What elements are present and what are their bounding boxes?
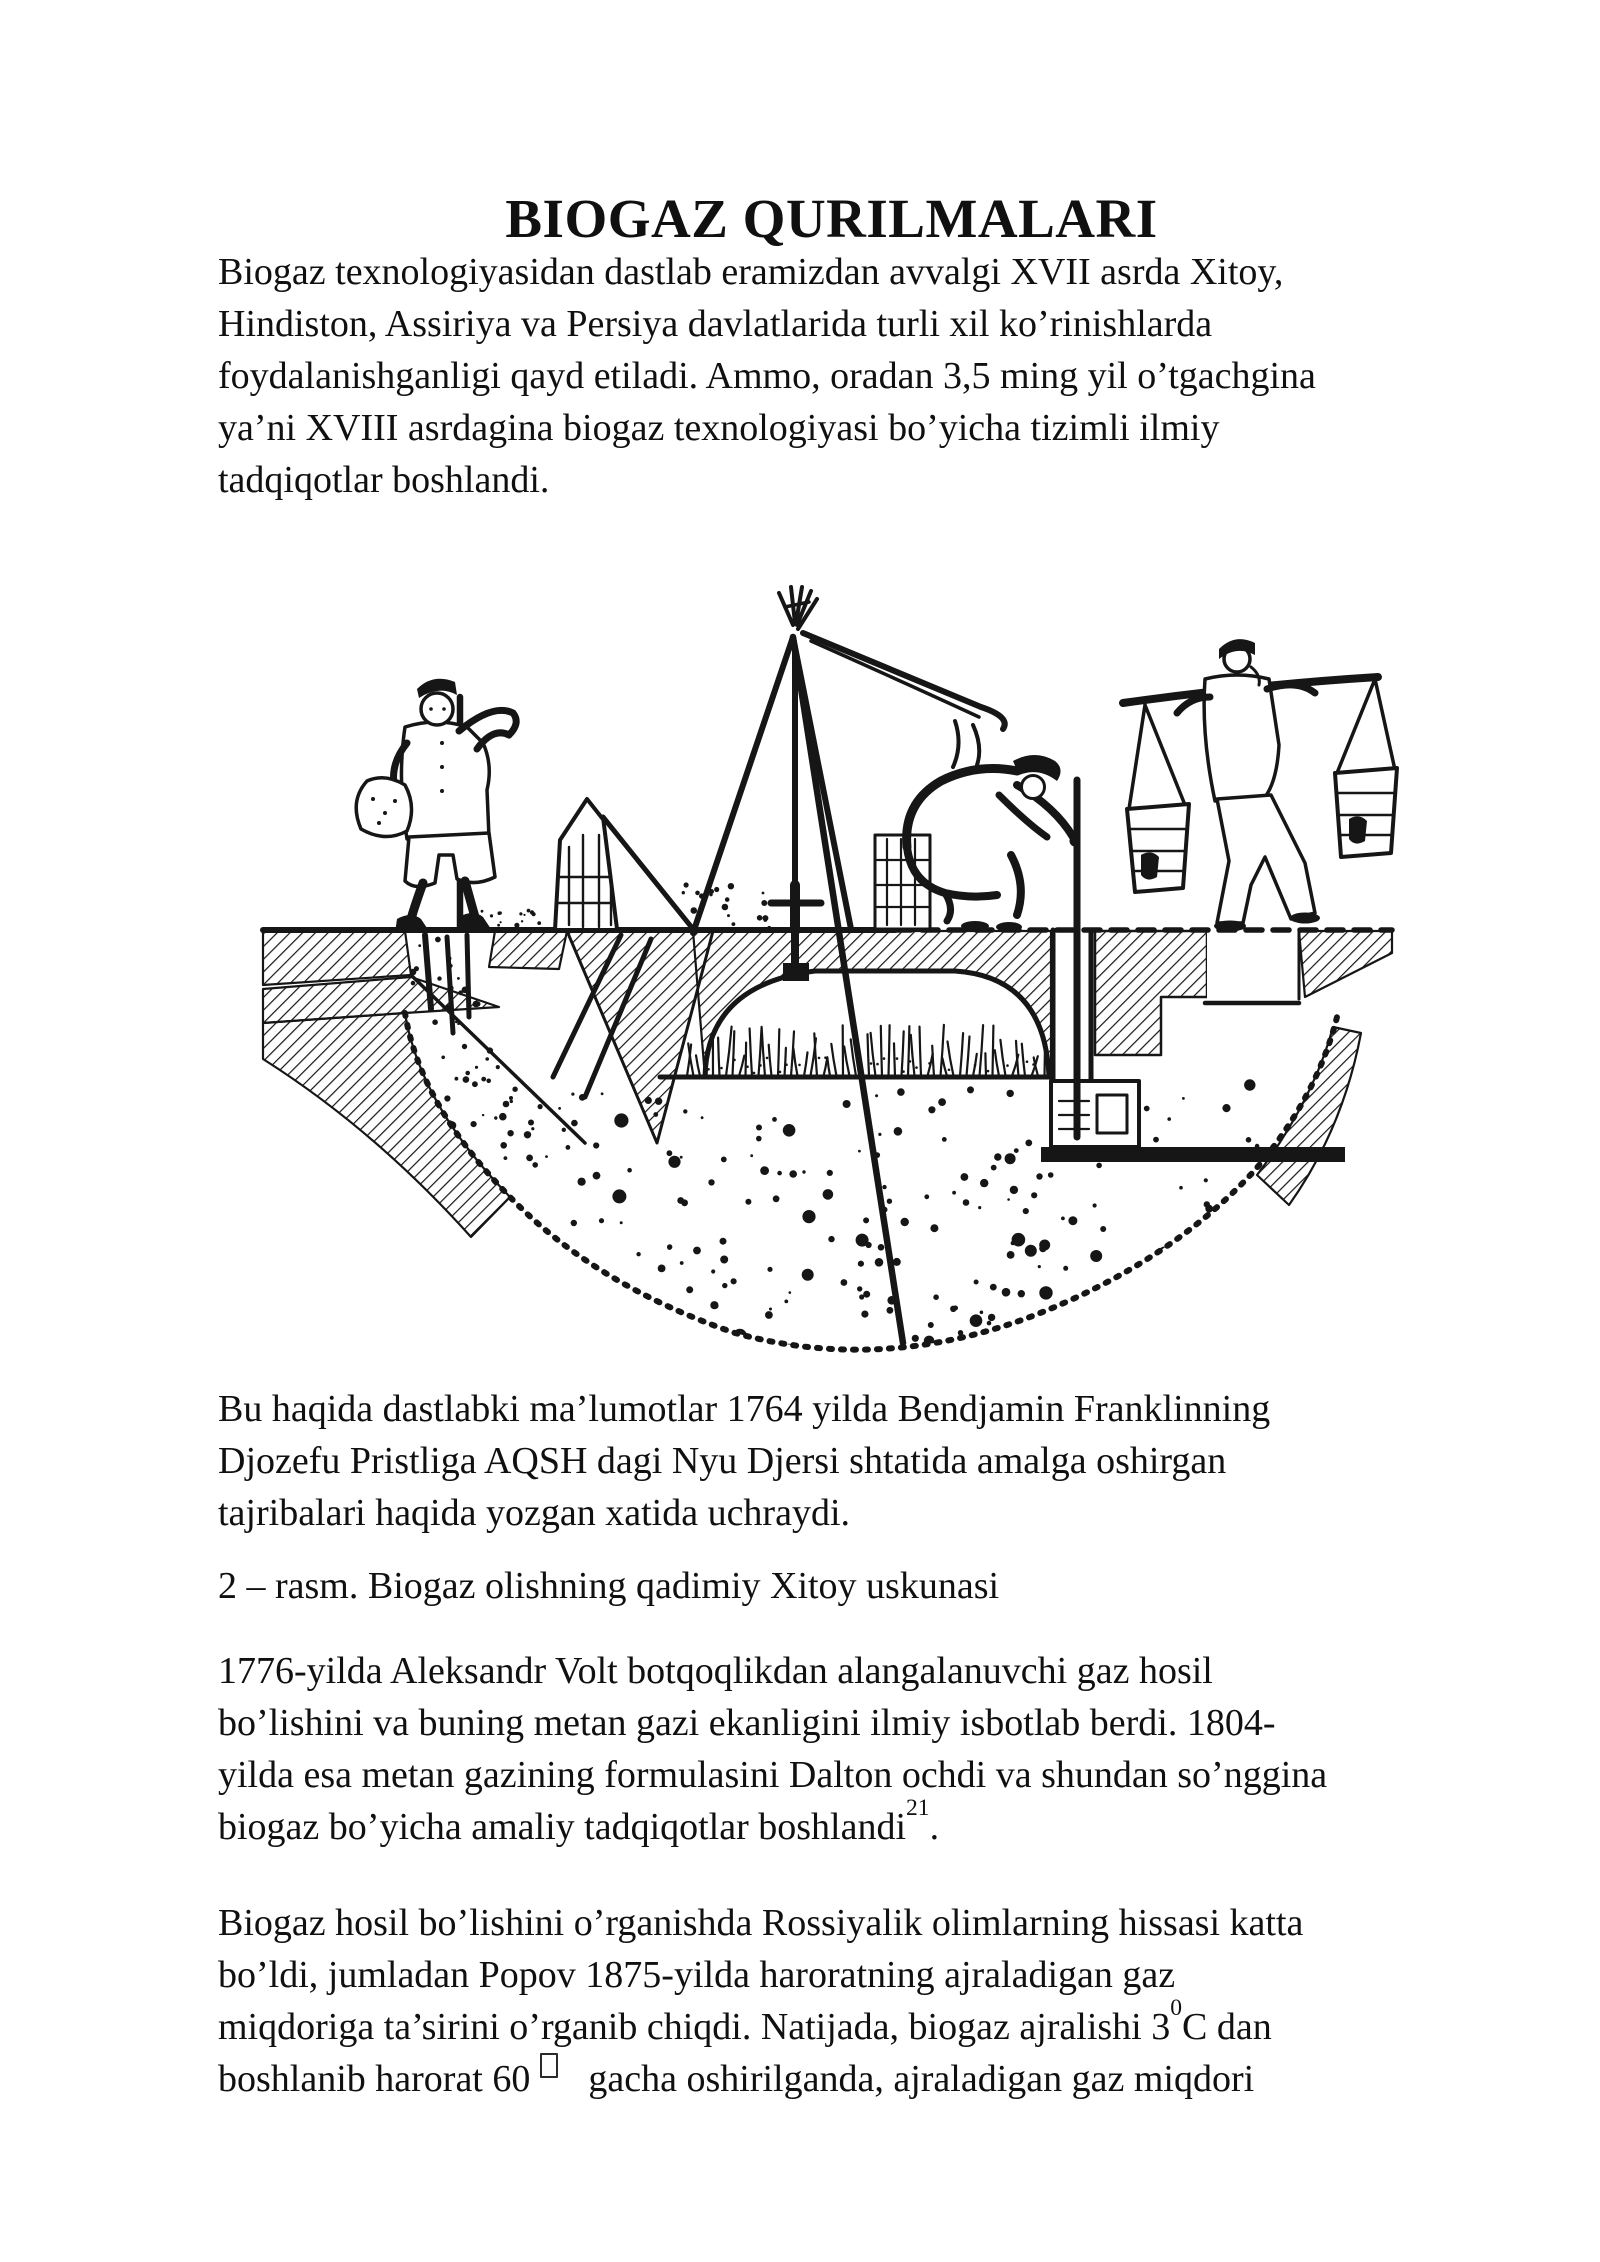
text-line: tajribalari haqida yozgan xatida uchraydi. bbox=[218, 1492, 851, 1534]
text-line bbox=[218, 1795, 1478, 1853]
text-line bbox=[218, 2053, 1478, 2105]
text-segment: C dan bbox=[1182, 2006, 1272, 2048]
paragraph-1 bbox=[218, 246, 1478, 506]
text-line: foydalanishganligi qayd etiladi. Ammo, oradan 3,5 ming yil o’tgachgina bbox=[218, 355, 1316, 397]
paragraph-2 bbox=[218, 1383, 1478, 1539]
bucket-left bbox=[1127, 804, 1189, 892]
paragraph-3 bbox=[218, 1645, 1478, 1853]
text-line: tadqiqotlar boshlandi. bbox=[218, 459, 550, 501]
text-line: Hindiston, Assiriya va Persiya davlatlarida turli xil ko’rinishlarda bbox=[218, 303, 1213, 345]
figure-illustration bbox=[255, 585, 1400, 1365]
text-segment: miqdoriga ta’sirini o’rganib chiqdi. Natijada, biogaz ajralishi 3 bbox=[218, 2006, 1171, 2048]
superscript-degree: 0 bbox=[1170, 1995, 1183, 2022]
caption-text: 2 – rasm. Biogaz olishning qadimiy Xitoy uskunasi bbox=[218, 1565, 1000, 1607]
text-segment: biogaz bo’yicha amaliy tadqiqotlar boshlandi bbox=[218, 1806, 907, 1848]
text-line: bo’lishini va buning metan gazi ekanligini ilmiy isbotlab berdi. 1804- bbox=[218, 1702, 1276, 1744]
figure-caption bbox=[218, 1560, 1478, 1612]
missing-glyph-box bbox=[540, 2053, 558, 2078]
page-title: BIOGAZ QURILMALARI bbox=[505, 187, 1158, 249]
worker-left bbox=[356, 679, 516, 933]
worker-carrying bbox=[1123, 639, 1397, 931]
sheaf-icon bbox=[779, 587, 817, 629]
text-line: bo’ldi, jumladan Popov 1875-yilda haroratning ajraladigan gaz bbox=[218, 1954, 1176, 1996]
basket bbox=[555, 799, 693, 930]
bucket-right bbox=[1335, 768, 1397, 857]
text-line bbox=[218, 1995, 1478, 2053]
text-line: 1776-yilda Aleksandr Volt botqoqlikdan alangalanuvchi gaz hosil bbox=[218, 1650, 1213, 1692]
text-segment: gacha oshirilganda, ajraladigan gaz miqdori bbox=[588, 2058, 1255, 2100]
text-segment: boshlanib harorat 60 bbox=[218, 2058, 531, 2100]
banner bbox=[803, 633, 1005, 767]
footnote-reference: 21 bbox=[906, 1795, 930, 1822]
text-line: Biogaz texnologiyasidan dastlab eramizdan avvalgi XVII asrda Xitoy, bbox=[218, 251, 1284, 293]
text-line: ya’ni XVIII asrdagina biogaz texnologiyasi bo’yicha tizimli ilmiy bbox=[218, 407, 1220, 449]
text-line: Bu haqida dastlabki ma’lumotlar 1764 yilda Bendjamin Franklinning bbox=[218, 1388, 1271, 1430]
paragraph-4 bbox=[218, 1897, 1478, 2105]
worker-crouching bbox=[875, 755, 1081, 932]
text-segment: . bbox=[929, 1806, 940, 1848]
text-line: Biogaz hosil bo’lishini o’rganishda Rossiyalik olimlarning hissasi katta bbox=[218, 1902, 1304, 1944]
feed-sack bbox=[356, 778, 411, 837]
biogas-drawing bbox=[255, 585, 1400, 1365]
text-line: Djozefu Pristliga AQSH dagi Nyu Djersi shtatida amalga oshirgan bbox=[218, 1440, 1227, 1482]
text-line: yilda esa metan gazining formulasini Dalton ochdi va shundan so’nggina bbox=[218, 1754, 1328, 1796]
